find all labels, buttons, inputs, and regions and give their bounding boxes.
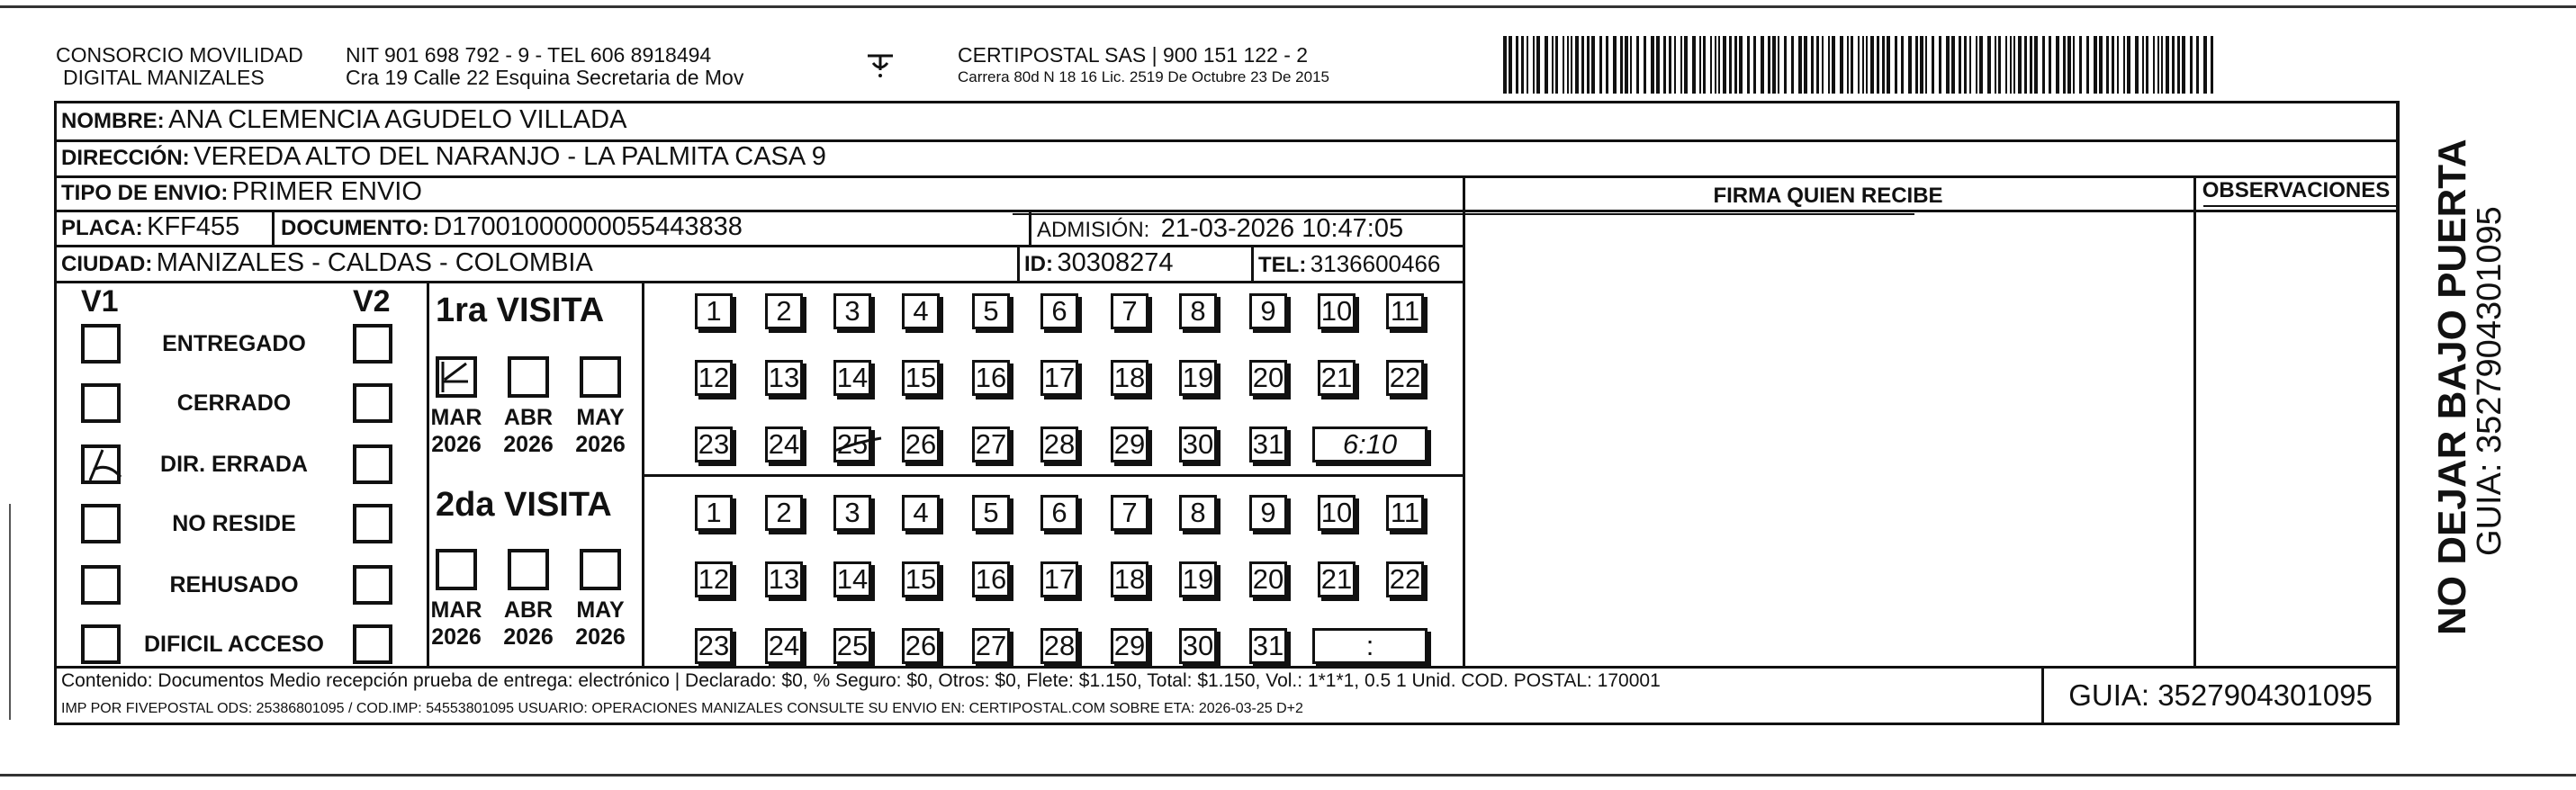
first-visit-day-13[interactable]: 13	[765, 360, 803, 396]
second-visit-day-18[interactable]: 18	[1111, 561, 1148, 597]
second-visit-day-30[interactable]: 30	[1179, 628, 1217, 664]
second-visit-day-26[interactable]: 26	[902, 628, 940, 664]
v2-checkbox-4[interactable]	[353, 504, 392, 543]
company-name-line2: DIGITAL MANIZALES	[63, 66, 265, 89]
direccion-value: VEREDA ALTO DEL NARANJO - LA PALMITA CASA 9	[194, 142, 826, 171]
courier-address: Carrera 80d N 18 16 Lic. 2519 De Octubre 23 De 2015	[958, 68, 1329, 85]
first-visit-day-11[interactable]: 11	[1386, 293, 1424, 329]
second-visit-time-box[interactable]: :	[1312, 628, 1428, 664]
second-visit-day-14[interactable]: 14	[833, 561, 871, 597]
admision-label: ADMISIÓN:	[1037, 218, 1150, 242]
second-visit-month-box-may[interactable]	[580, 549, 621, 590]
second-visit-day-24[interactable]: 24	[765, 628, 803, 664]
first-visit-day-14[interactable]: 14	[833, 360, 871, 396]
status-label-2: CERRADO	[176, 391, 292, 416]
footer-print-line: IMP POR FIVEPOSTAL ODS: 25386801095 / COD.IMP: 54553801095 USUARIO: OPERACIONES MANIZALES CONSULTE SU ENVIO EN: CERTIPOSTAL.COM SOBRE ETA: 2026-03-25 D+2	[61, 701, 1303, 716]
placa-label: PLACA:	[61, 216, 143, 240]
first-visit-day-29[interactable]: 29	[1111, 426, 1148, 462]
second-visit-day-31[interactable]: 31	[1249, 628, 1287, 664]
side-guia: GUIA: 3527904301095	[2471, 206, 2508, 556]
second-visit-day-25[interactable]: 25	[833, 628, 871, 664]
v2-checkbox-3[interactable]	[353, 444, 392, 484]
second-visit-day-1[interactable]: 1	[695, 495, 733, 531]
first-visit-day-25[interactable]: 25	[833, 426, 871, 462]
v2-checkbox-6[interactable]	[353, 624, 392, 664]
second-visit-month-label: MAY	[576, 597, 625, 623]
first-visit-year-label: 2026	[575, 432, 626, 457]
first-visit-month-label: ABR	[503, 405, 554, 430]
v1-checkbox-6[interactable]	[81, 624, 121, 664]
tipo-label: TIPO DE ENVIO:	[61, 181, 229, 205]
courier-name: CERTIPOSTAL SAS | 900 151 122 - 2	[958, 43, 1309, 67]
second-visit-day-8[interactable]: 8	[1179, 495, 1217, 531]
first-visit-day-30[interactable]: 30	[1179, 426, 1217, 462]
top-edge-line	[0, 5, 2576, 8]
first-visit-day-6[interactable]: 6	[1040, 293, 1078, 329]
second-visit-day-5[interactable]: 5	[972, 495, 1010, 531]
first-visit-day-9[interactable]: 9	[1249, 293, 1287, 329]
second-visit-day-9[interactable]: 9	[1249, 495, 1287, 531]
second-visit-day-16[interactable]: 16	[972, 561, 1010, 597]
v1-checkbox-1[interactable]	[81, 324, 121, 364]
first-visit-day-18[interactable]: 18	[1111, 360, 1148, 396]
documento-value: D17001000000055443838	[433, 212, 743, 241]
admision-row	[1037, 214, 1403, 244]
status-label-3: DIR. ERRADA	[160, 452, 308, 477]
second-visit-day-12[interactable]: 12	[695, 561, 733, 597]
first-visit-month-box-mar[interactable]	[436, 356, 477, 398]
first-visit-day-20[interactable]: 20	[1249, 360, 1287, 396]
first-visit-day-1[interactable]: 1	[695, 293, 733, 329]
tipo-value: PRIMER ENVIO	[231, 177, 422, 206]
status-label-5: REHUSADO	[169, 572, 299, 597]
first-visit-day-31[interactable]: 31	[1249, 426, 1287, 462]
first-visit-month-label: MAR	[430, 405, 482, 430]
first-visit-year-label: 2026	[503, 432, 554, 457]
second-visit-year-label: 2026	[431, 624, 482, 650]
first-visit-day-5[interactable]: 5	[972, 293, 1010, 329]
second-visit-day-27[interactable]: 27	[972, 628, 1010, 664]
status-label-1: ENTREGADO	[162, 331, 306, 356]
company-address: Cra 19 Calle 22 Esquina Secretaria de Mov	[346, 66, 744, 89]
nombre-label: NOMBRE:	[61, 109, 165, 133]
admision-value: 21-03-2026 10:47:05	[1160, 214, 1404, 243]
second-visit-day-29[interactable]: 29	[1111, 628, 1148, 664]
v1-checkbox-3[interactable]	[81, 444, 121, 484]
second-visit-day-28[interactable]: 28	[1040, 628, 1078, 664]
second-visit-month-label: ABR	[503, 597, 554, 623]
direccion-label: DIRECCIÓN:	[61, 146, 190, 170]
footer-content-line: Contenido: Documentos Medio recepción prueba de entrega: electrónico | Declarado: $0, % Seguro: $0, Otros: $0, Flete: $1.150, Total: $1.150, Vol.: 1*1*1, 0.5 1 Unid. COD. POSTAL: 170001	[61, 670, 1661, 691]
tel-row	[1258, 250, 1440, 278]
direccion-row	[61, 142, 826, 172]
check-mark-icon	[436, 356, 477, 398]
company-nit: NIT 901 698 792 - 9 - TEL 606 8918494	[346, 43, 712, 67]
nombre-row	[61, 105, 626, 135]
nombre-value: ANA CLEMENCIA AGUDELO VILLADA	[168, 105, 627, 134]
id-value: 30308274	[1057, 248, 1174, 277]
v1-checkbox-4[interactable]	[81, 504, 121, 543]
status-label-4: NO RESIDE	[172, 511, 296, 536]
tel-label: TEL:	[1258, 253, 1307, 277]
second-visit-day-23[interactable]: 23	[695, 628, 733, 664]
footer-guia: GUIA: 3527904301095	[2068, 678, 2373, 712]
first-visit-day-16[interactable]: 16	[972, 360, 1010, 396]
second-visit-month-box-abr[interactable]	[508, 549, 549, 590]
second-visit-month-box-mar[interactable]	[436, 549, 477, 590]
first-visit-month-box-abr[interactable]	[508, 356, 549, 398]
first-visit-day-2[interactable]: 2	[765, 293, 803, 329]
second-visit-day-2[interactable]: 2	[765, 495, 803, 531]
v1-header: V1	[81, 284, 119, 319]
placa-row	[61, 212, 239, 242]
day-strike-mark-icon	[831, 429, 885, 465]
first-visit-time-box[interactable]: 6:10	[1312, 426, 1428, 462]
second-visit-year-label: 2026	[503, 624, 554, 650]
first-visit-day-8[interactable]: 8	[1179, 293, 1217, 329]
courier-logo-icon	[862, 47, 898, 83]
firma-header: FIRMA QUIEN RECIBE	[1713, 184, 1943, 208]
second-visit-day-3[interactable]: 3	[833, 495, 871, 531]
first-visit-day-4[interactable]: 4	[902, 293, 940, 329]
v1-checkbox-2[interactable]	[81, 383, 121, 423]
v2-checkbox-2[interactable]	[353, 383, 392, 423]
first-visit-year-label: 2026	[431, 432, 482, 457]
v2-header: V2	[353, 284, 391, 319]
second-visit-day-21[interactable]: 21	[1318, 561, 1356, 597]
second-visit-year-label: 2026	[575, 624, 626, 650]
first-visit-day-26[interactable]: 26	[902, 426, 940, 462]
ciudad-value: MANIZALES - CALDAS - COLOMBIA	[156, 248, 593, 277]
first-visit-month-label: MAY	[576, 405, 625, 430]
status-label-6: DIFICIL ACCESO	[143, 632, 324, 657]
ciudad-label: CIUDAD:	[61, 252, 153, 276]
second-visit-day-19[interactable]: 19	[1179, 561, 1217, 597]
first-visit-day-28[interactable]: 28	[1040, 426, 1078, 462]
margin-mark	[9, 504, 11, 720]
second-visit-day-7[interactable]: 7	[1111, 495, 1148, 531]
first-visit-day-15[interactable]: 15	[902, 360, 940, 396]
second-visit-day-20[interactable]: 20	[1249, 561, 1287, 597]
tipo-row	[61, 177, 422, 207]
first-visit-day-3[interactable]: 3	[833, 293, 871, 329]
barcode	[1501, 36, 2221, 95]
first-visit-day-7[interactable]: 7	[1111, 293, 1148, 329]
first-visit-day-22[interactable]: 22	[1386, 360, 1424, 396]
first-visit-day-10[interactable]: 10	[1318, 293, 1356, 329]
second-visit-day-17[interactable]: 17	[1040, 561, 1078, 597]
first-visit-day-24[interactable]: 24	[765, 426, 803, 462]
first-visit-day-12[interactable]: 12	[695, 360, 733, 396]
observaciones-header: OBSERVACIONES	[2202, 178, 2391, 202]
v1-checkbox-5[interactable]	[81, 565, 121, 605]
first-visit-day-27[interactable]: 27	[972, 426, 1010, 462]
second-visit-day-4[interactable]: 4	[902, 495, 940, 531]
company-name-line1: CONSORCIO MOVILIDAD	[56, 43, 303, 67]
first-visit-month-box-may[interactable]	[580, 356, 621, 398]
ciudad-row	[61, 248, 593, 278]
side-notice: NO DEJAR BAJO PUERTA	[2430, 139, 2474, 635]
second-visit-day-15[interactable]: 15	[902, 561, 940, 597]
id-row	[1024, 248, 1173, 278]
placa-value: KFF455	[147, 212, 240, 241]
second-visit-title: 2da VISITA	[436, 486, 612, 524]
first-visit-day-17[interactable]: 17	[1040, 360, 1078, 396]
bottom-edge-line	[0, 774, 2576, 777]
v2-checkbox-1[interactable]	[353, 324, 392, 364]
id-label: ID:	[1024, 252, 1053, 276]
second-visit-month-label: MAR	[430, 597, 482, 623]
second-visit-day-22[interactable]: 22	[1386, 561, 1424, 597]
second-visit-day-11[interactable]: 11	[1386, 495, 1424, 531]
first-visit-day-21[interactable]: 21	[1318, 360, 1356, 396]
tel-value: 3136600466	[1310, 250, 1441, 277]
second-visit-day-6[interactable]: 6	[1040, 495, 1078, 531]
first-visit-day-23[interactable]: 23	[695, 426, 733, 462]
first-visit-title: 1ra VISITA	[436, 292, 605, 329]
documento-label: DOCUMENTO:	[281, 216, 429, 240]
documento-row	[281, 212, 743, 242]
first-visit-day-19[interactable]: 19	[1179, 360, 1217, 396]
v2-checkbox-5[interactable]	[353, 565, 392, 605]
second-visit-day-10[interactable]: 10	[1318, 495, 1356, 531]
second-visit-day-13[interactable]: 13	[765, 561, 803, 597]
